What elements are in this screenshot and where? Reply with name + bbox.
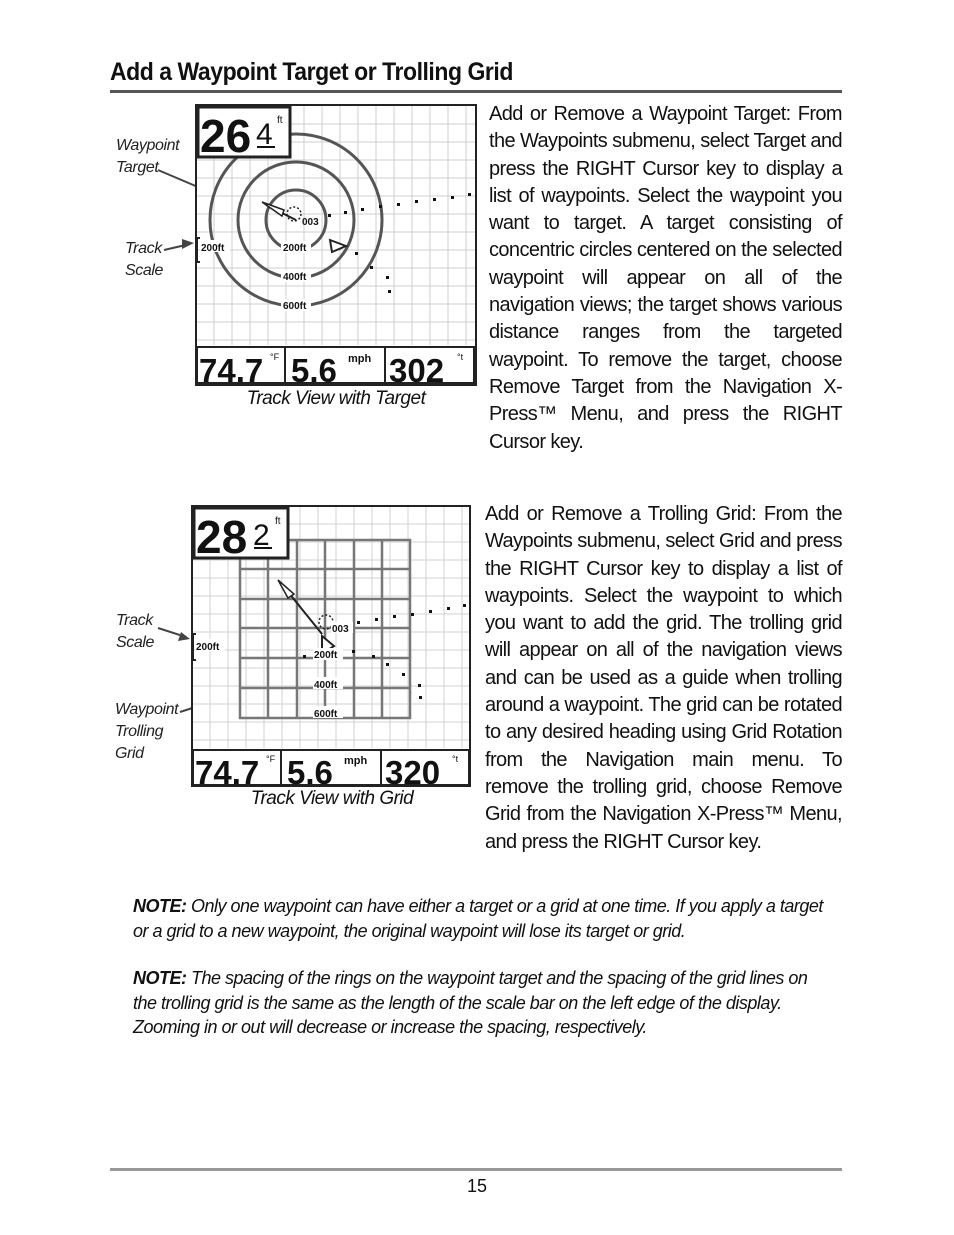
scale-value: 200ft <box>196 642 220 653</box>
note-1-label: NOTE: <box>133 896 187 916</box>
grid-description <box>485 501 842 856</box>
scale-value: 200ft <box>201 243 225 254</box>
depth-decimal: 4 <box>256 118 273 151</box>
track-scale-label: Track Scale <box>125 240 164 279</box>
depth-unit: ft <box>275 516 281 527</box>
ring-label-1: 200ft <box>283 243 307 254</box>
heading-value: 302 <box>389 352 445 389</box>
speed-value: 5.6 <box>287 754 333 790</box>
waypoint-label: 003 <box>332 624 349 635</box>
ring-label-3: 600ft <box>283 301 307 312</box>
temp-unit: °F <box>266 754 276 764</box>
ring-label-1: 200ft <box>314 650 338 661</box>
temp-value: 74.7 <box>195 754 260 790</box>
note-2-text: The spacing of the rings on the waypoint target and the spacing of the grid lines on the trolling grid is the same as the length of the scale bar on the left edge of the display. Zooming in or out will decrease or increase the spacing, respectively. <box>133 968 808 1037</box>
track-view-target-screen <box>110 100 482 390</box>
caption-track-view-grid: Track View with Grid <box>250 788 414 809</box>
note-2 <box>133 966 823 1040</box>
depth-decimal: 2 <box>253 519 270 552</box>
title-divider <box>110 90 842 93</box>
ring-label-3: 600ft <box>314 709 338 720</box>
target-description <box>489 101 842 456</box>
track-view-grid-screen <box>110 500 480 790</box>
note-1-text: Only one waypoint can have either a target or a grid at one time. If you apply a target or a grid to a new waypoint, the original waypoint will lose its target or grid. <box>133 896 823 941</box>
ring-label-2: 400ft <box>314 680 338 691</box>
caption-track-view-target: Track View with Target <box>246 388 426 409</box>
depth-value: 26 <box>200 110 252 162</box>
grid-track-scale-label: Track Scale <box>116 612 155 651</box>
footer-divider <box>110 1168 842 1171</box>
waypoint-target-label: Waypoint Target <box>116 137 180 176</box>
depth-value: 28 <box>196 511 248 563</box>
grid-body: From the Waypoints submenu, select Grid and press the RIGHT Cursor key to display a list of waypoints. Select the waypoint to which you want to add the grid. The trolling grid will appear on all of the navigation views and can be used as a guide when trolling around a waypoint. The grid can be rotated to any desired heading using Grid Rotation from the Navigation main menu. To remove the trolling grid, choose Remove Grid from the Navigation X-Press™ Menu, and press the RIGHT Cursor key. <box>485 503 842 853</box>
speed-unit: mph <box>348 353 372 365</box>
heading-unit: °t <box>452 754 459 764</box>
depth-unit: ft <box>277 115 283 126</box>
note-1 <box>133 894 823 943</box>
page-title: Add a Waypoint Target or Trolling Grid <box>110 58 513 86</box>
grid-heading: Add or Remove a Trolling Grid: <box>485 503 757 525</box>
temp-value: 74.7 <box>199 352 264 389</box>
note-2-label: NOTE: <box>133 968 187 988</box>
target-heading: Add or Remove a Waypoint Target: <box>489 103 791 125</box>
waypoint-label: 003 <box>302 217 319 228</box>
ring-label-2: 400ft <box>283 272 307 283</box>
target-body: From the Waypoints submenu, select Target and press the RIGHT Cursor key to display a list of waypoints. Select the waypoint you want to target. A target consisting of concentric circles centered on the selected waypoint will appear on all of the navigation views; the target shows various distance ranges from the targeted waypoint. To remove the target, choose Remove Target from the Navigation X-Press™ Menu, and press the RIGHT Cursor key. <box>489 103 842 453</box>
heading-value: 320 <box>385 754 441 790</box>
speed-unit: mph <box>344 755 368 767</box>
speed-value: 5.6 <box>291 352 337 389</box>
heading-unit: °t <box>457 352 464 362</box>
page-number: 15 <box>466 1176 488 1196</box>
trolling-grid-label: Waypoint Trolling Grid <box>115 701 179 762</box>
temp-unit: °F <box>270 352 280 362</box>
